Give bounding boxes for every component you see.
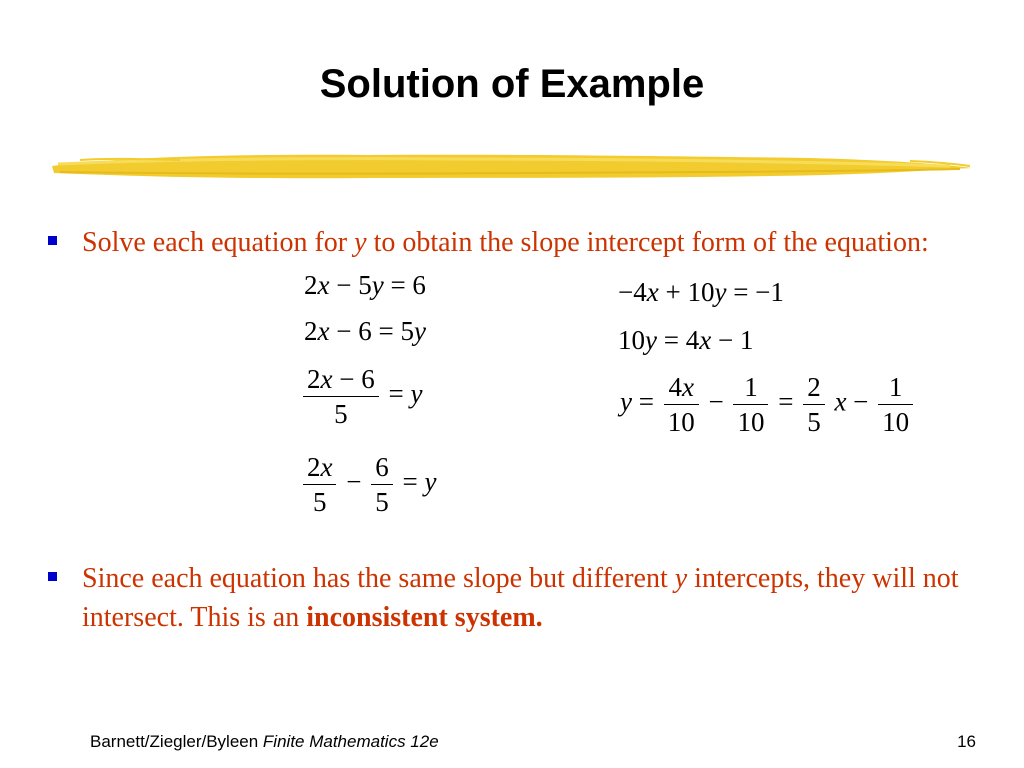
fraction: $\frac{4x}{10}$ [664, 372, 699, 437]
left-equation-2: 2x − 6 = 5y [304, 316, 426, 346]
bullet2-text-pre: Since each equation has the same slope but different [82, 563, 675, 594]
bullet1-text-post: to obtain the slope intercept form of the equation: [366, 227, 929, 258]
bullet2-var: y [674, 563, 688, 594]
footer-book-title: Finite Mathematics 12e [262, 732, 439, 751]
footer-citation [90, 732, 439, 752]
left-equation-1: 2x − 5y = 6 [304, 270, 426, 300]
bullet1-text-pre: Solve each equation for [82, 227, 355, 258]
fraction: $\frac{1}{10}$ [878, 372, 913, 437]
bullet-conclusion-text [82, 559, 992, 637]
page-number: 16 [957, 732, 976, 751]
yellow-brush-divider [50, 148, 975, 184]
left-equation-3: $\frac{2x - 6}{5}$ = y [300, 364, 422, 429]
right-equation-2: 10y = 4x − 1 [618, 325, 754, 355]
left-equation-4: $\frac{2x}{5}$ − $\frac{6}{5}$ = y [300, 452, 436, 517]
fraction: $\frac{1}{10}$ [733, 372, 768, 437]
bullet-marker [48, 236, 57, 245]
fraction: $\frac{2x}{5}$ [303, 452, 336, 517]
bullet1-var: y [354, 227, 367, 258]
bullet2-emphasis: inconsistent system. [306, 602, 543, 633]
bullet2-text-mid: intercepts, they will not intersect. This is an [82, 563, 959, 633]
slide-title: Solution of Example [319, 62, 705, 106]
fraction: $\frac{2}{5}$ [803, 372, 825, 437]
footer-authors: Barnett/Ziegler/Byleen [90, 732, 263, 751]
right-equation-3: y = $\frac{4x}{10}$ − $\frac{1}{10}$ = $\frac{2}{5}$ x − $\frac{1}{10}$ [620, 372, 916, 437]
right-equation-1: −4x + 10y = −1 [618, 277, 784, 307]
bullet-marker [48, 572, 57, 581]
fraction: $\frac{6}{5}$ [371, 452, 393, 517]
bullet-solve-text [82, 223, 992, 262]
fraction: $\frac{2x - 6}{5}$ [303, 364, 379, 429]
